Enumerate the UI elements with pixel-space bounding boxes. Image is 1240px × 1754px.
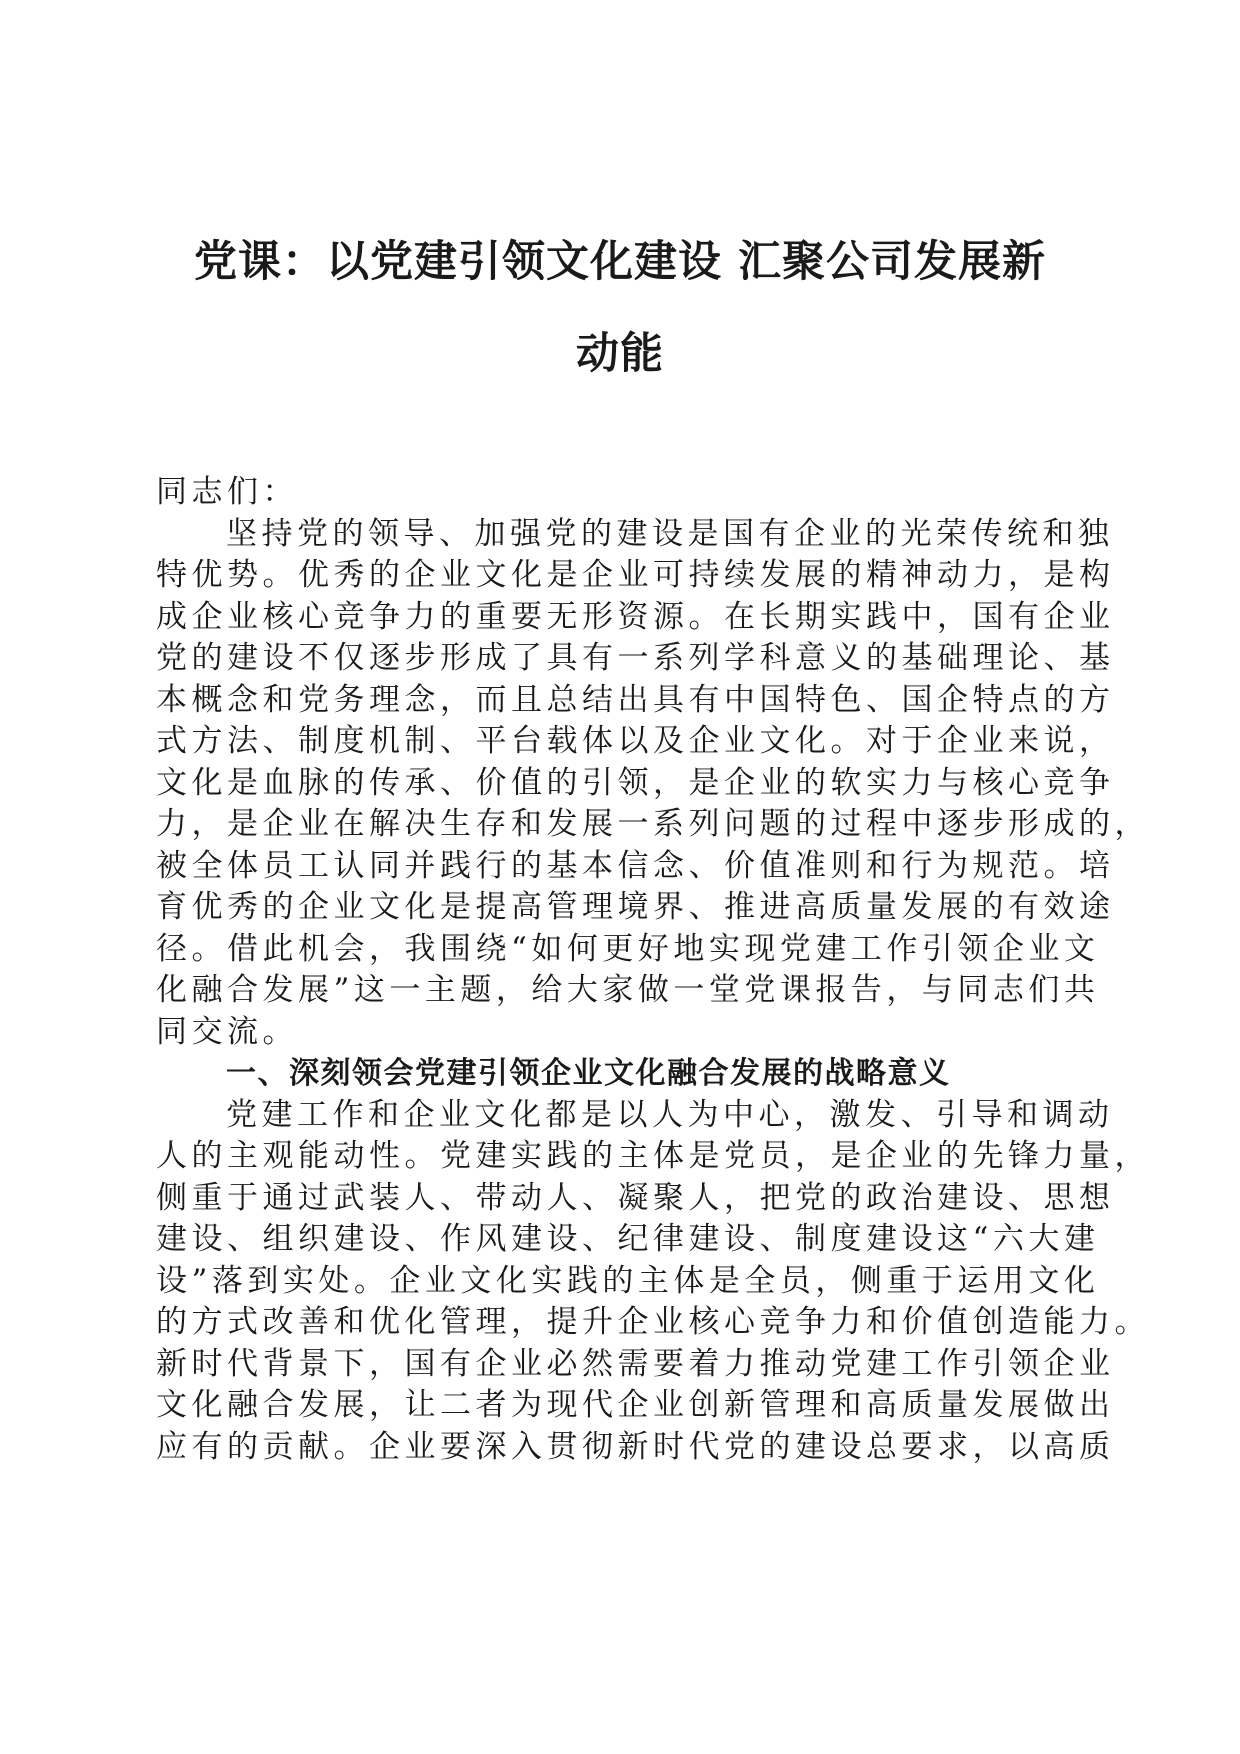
paragraph-line: 化融合发展”这一主题，给大家做一堂党课报告，与同志们共 xyxy=(156,972,1100,1008)
document-body xyxy=(156,472,1150,1468)
paragraph-line: 设”落到实处。企业文化实践的主体是全员，侧重于运用文化 xyxy=(156,1262,1100,1299)
paragraph-line: 党建工作和企业文化都是以人为中心，激发、引导和调动 xyxy=(226,1096,1114,1133)
salutation: 同志们： xyxy=(156,474,298,510)
paragraph-line: 力，是企业在解决生存和发展一系列问题的过程中逐步形成的， xyxy=(156,806,1150,842)
document-title xyxy=(150,216,1090,400)
paragraph-line: 应有的贡献。企业要深入贯彻新时代党的建设总要求，以高质 xyxy=(156,1428,1115,1465)
paragraph-line: 径。借此机会，我围绕“如何更好地实现党建工作引领企业文 xyxy=(156,930,1100,967)
paragraph-2 xyxy=(156,1095,1150,1469)
title-line-2: 动能 xyxy=(576,329,664,379)
paragraph-line: 侧重于通过武装人、带动人、凝聚人，把党的政治建设、思想 xyxy=(156,1179,1115,1216)
paragraph-line: 的方式改善和优化管理，提升企业核心竞争力和价值创造能力。 xyxy=(156,1304,1150,1340)
paragraph-line: 成企业核心竞争力的重要无形资源。在长期实践中，国有企业 xyxy=(156,598,1115,635)
paragraph-line: 被全体员工认同并践行的基本信念、价值准则和行为规范。培 xyxy=(156,847,1115,884)
paragraph-line: 文化融合发展，让二者为现代企业创新管理和高质量发展做出 xyxy=(156,1387,1115,1423)
paragraph-line: 特优势。优秀的企业文化是企业可持续发展的精神动力，是构 xyxy=(156,557,1115,593)
paragraph-line: 式方法、制度机制、平台载体以及企业文化。对于企业来说， xyxy=(156,723,1115,759)
paragraph-line: 人的主观能动性。党建实践的主体是党员，是企业的先锋力量， xyxy=(156,1138,1150,1174)
paragraph-line: 坚持党的领导、加强党的建设是国有企业的光荣传统和独 xyxy=(226,515,1114,552)
title-line-1: 党课：以党建引领文化建设 汇聚公司发展新 xyxy=(194,237,1046,287)
paragraph-line: 党的建设不仅逐步形成了具有一系列学科意义的基础理论、基 xyxy=(156,640,1115,676)
section-heading: 一、深刻领会党建引领企业文化融合发展的战略意义 xyxy=(226,1056,951,1091)
paragraph-line: 同交流。 xyxy=(156,1013,298,1050)
paragraph-line: 文化是血脉的传承、价值的引领，是企业的软实力与核心竞争 xyxy=(156,764,1115,801)
paragraph-line: 建设、组织建设、作风建设、纪律建设、制度建设这“六大建 xyxy=(156,1221,1100,1257)
paragraph-line: 本概念和党务理念，而且总结出具有中国特色、国企特点的方 xyxy=(156,681,1115,718)
paragraph-line: 新时代背景下，国有企业必然需要着力推动党建工作引领企业 xyxy=(156,1345,1115,1382)
paragraph-line: 育优秀的企业文化是提高管理境界、推进高质量发展的有效途 xyxy=(156,889,1115,925)
paragraph-1 xyxy=(156,514,1150,1054)
